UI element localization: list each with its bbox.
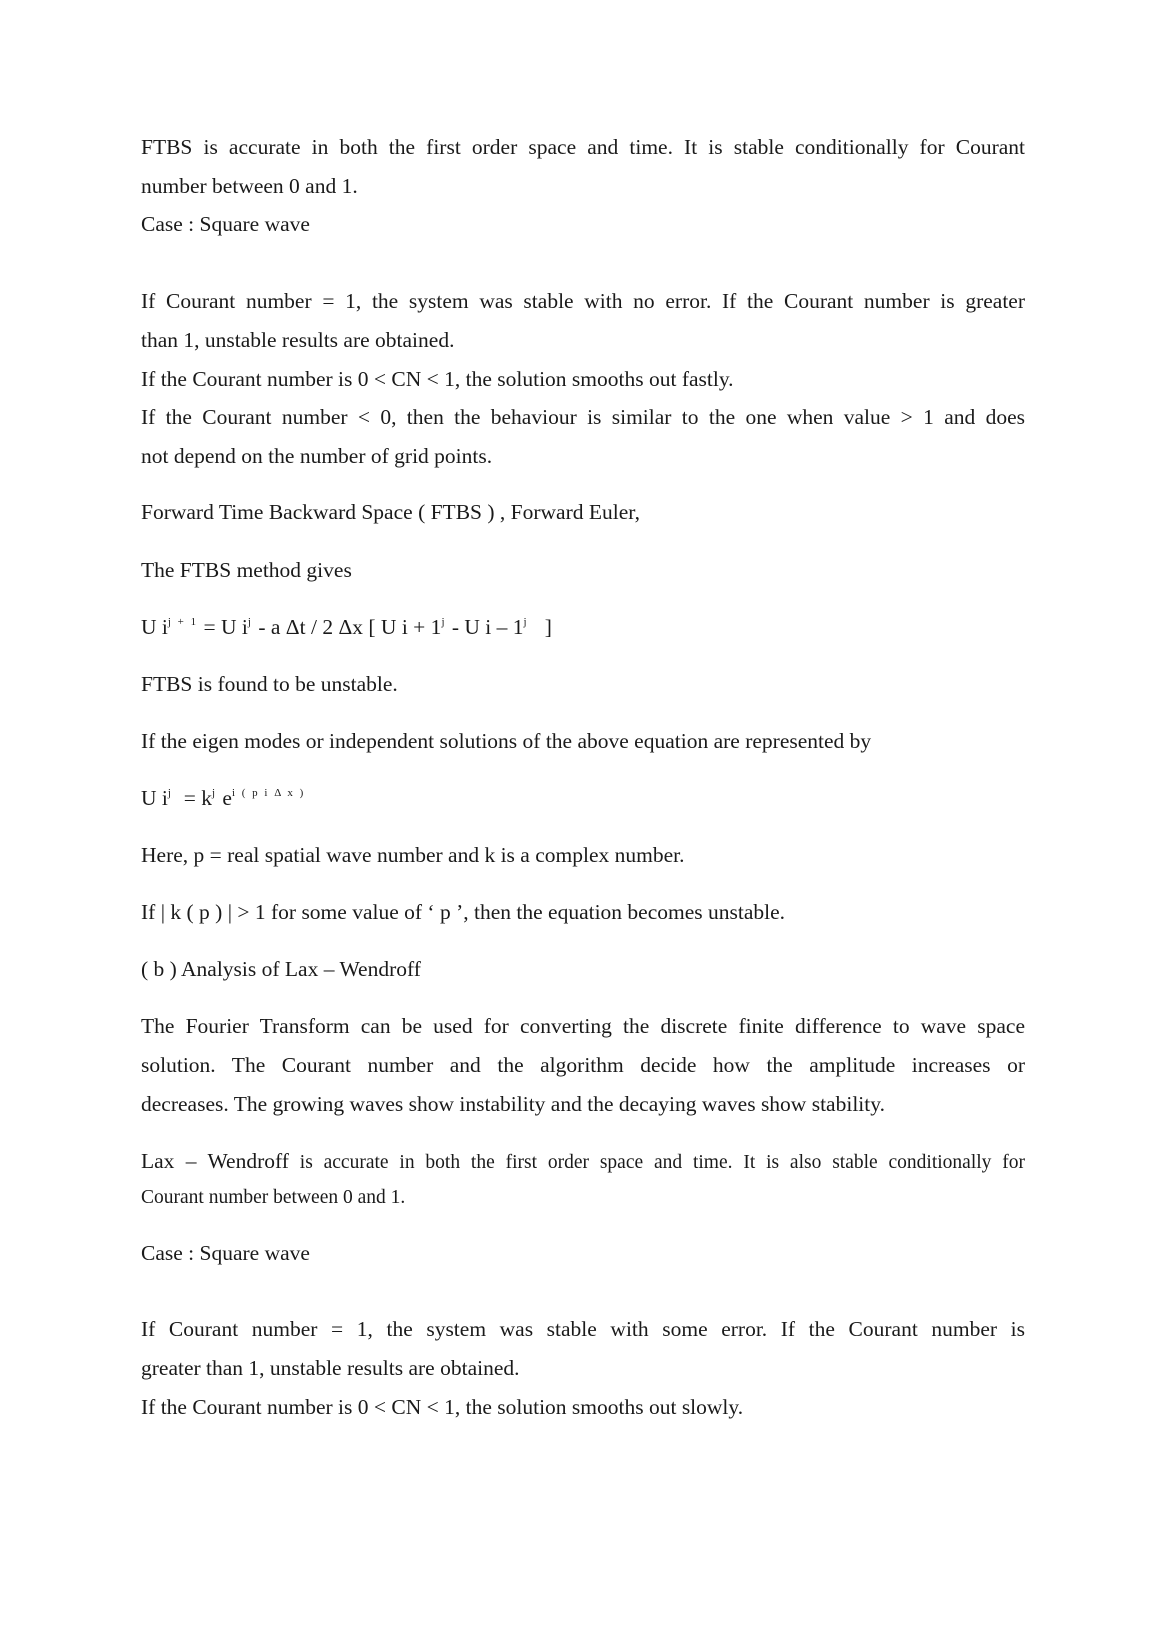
- paragraph-instability-condition: If | k ( p ) | > 1 for some value of ‘ p ’, then the equation becomes unstable.: [141, 900, 786, 924]
- paragraph-fourier-line3: decreases. The growing waves show instability and the decaying waves show stability.: [141, 1092, 885, 1116]
- paragraph-ftbs-definition: Forward Time Backward Space ( FTBS ) , Forward Euler,: [141, 500, 640, 524]
- paragraph-ftbs-unstable: FTBS is found to be unstable.: [141, 672, 398, 696]
- case-heading-2: Case : Square wave: [141, 1241, 310, 1265]
- paragraph-courant-1-line2: than 1, unstable results are obtained.: [141, 328, 455, 352]
- paragraph-lax-courant-line2: greater than 1, unstable results are obtained.: [141, 1356, 520, 1380]
- paragraph-fourier-line1: The Fourier Transform can be used for converting the discrete finite difference to wave space: [141, 1014, 1025, 1038]
- paragraph-lax-accuracy-line2: Courant number between 0 and 1.: [141, 1187, 406, 1208]
- case-heading-1: Case : Square wave: [141, 212, 310, 236]
- paragraph-wave-number: Here, p = real spatial wave number and k is a complex number.: [141, 843, 685, 867]
- paragraph-lax-accuracy-line1: Lax – Wendroff is accurate in both the first order space and time. It is also stable conditionally for: [141, 1149, 1025, 1173]
- paragraph-courant-negative-line1: If the Courant number < 0, then the behaviour is similar to the one when value > 1 and does: [141, 405, 1025, 429]
- equation-eigen: U $i^j = k^j$ $e^{i ( p i \Delta x )}$: [141, 786, 306, 810]
- section-heading-lax-wendroff: ( b ) Analysis of Lax – Wendroff: [141, 957, 421, 981]
- paragraph-ftbs-accuracy-line2: number between 0 and 1.: [141, 174, 358, 198]
- paragraph-ftbs-method: The FTBS method gives: [141, 558, 352, 582]
- paragraph-courant-range-lax: If the Courant number is 0 < CN < 1, the solution smooths out slowly.: [141, 1395, 744, 1419]
- equation-ftbs: U $i^{j + 1} = U$ $i^j$ - a Δt / 2 Δx [ U $i + 1^j - U$ i – 1$^j$ ]: [141, 615, 552, 639]
- paragraph-lax-courant-line1: If Courant number = 1, the system was stable with some error. If the Courant number is: [141, 1317, 1025, 1341]
- paragraph-ftbs-accuracy-line1: FTBS is accurate in both the first order space and time. It is stable conditionally for Courant: [141, 135, 1025, 159]
- paragraph-eigen-modes: If the eigen modes or independent solutions of the above equation are represented by: [141, 729, 872, 753]
- paragraph-courant-negative-line2: not depend on the number of grid points.: [141, 444, 493, 468]
- paragraph-courant-1-line1: If Courant number = 1, the system was stable with no error. If the Courant number is greater: [141, 289, 1025, 313]
- paragraph-fourier-line2: solution. The Courant number and the algorithm decide how the amplitude increases or: [141, 1053, 1025, 1077]
- paragraph-courant-range-ftbs: If the Courant number is 0 < CN < 1, the solution smooths out fastly.: [141, 367, 734, 391]
